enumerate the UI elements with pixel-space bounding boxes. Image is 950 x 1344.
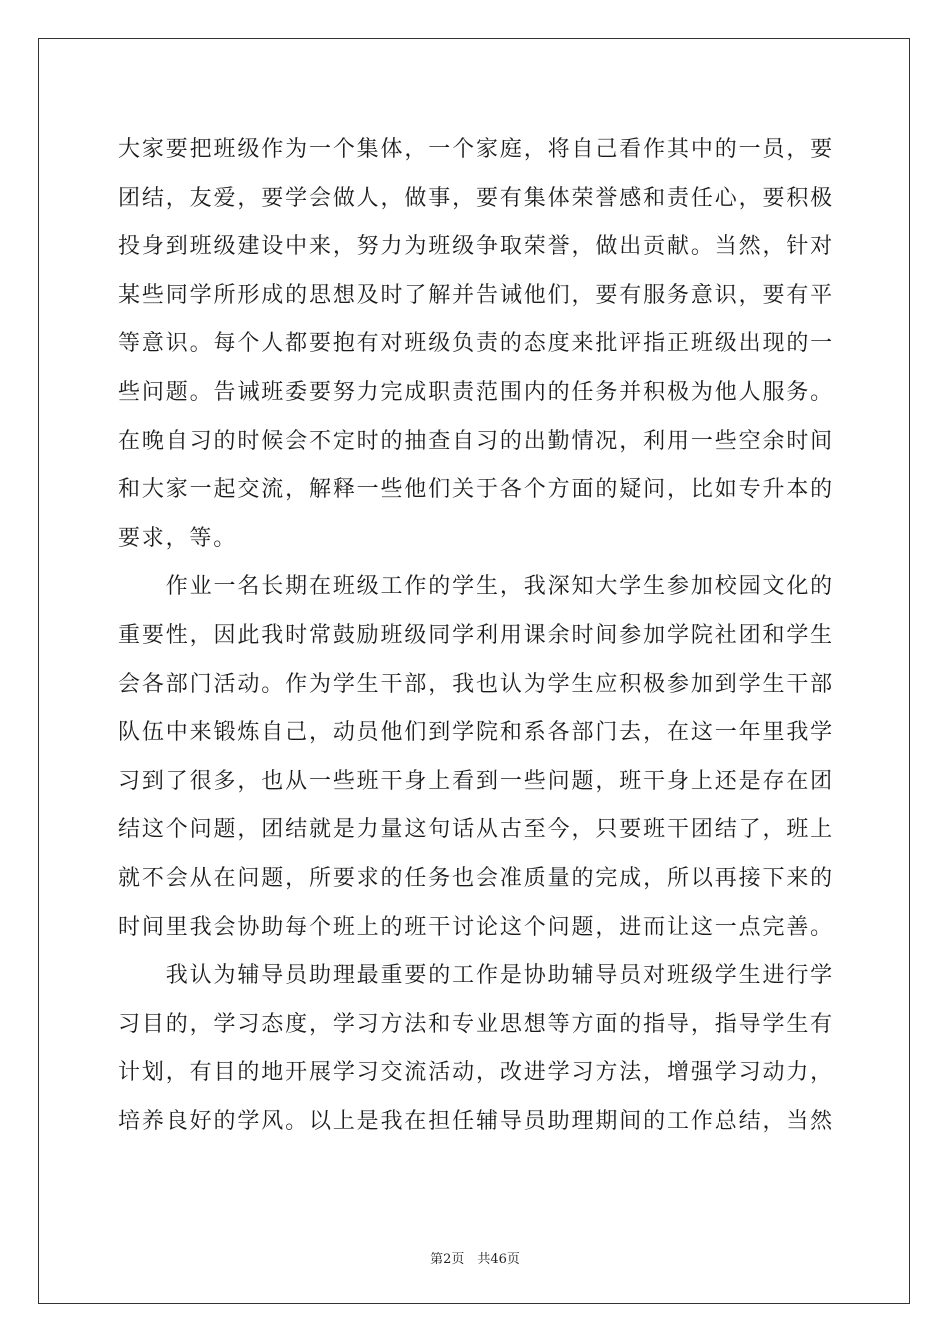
text-line: 要求，等。 (118, 525, 238, 551)
text-line: 团结，友爱，要学会做人，做事，要有集体荣誉感和责任心，要积极 (118, 185, 834, 211)
text-line: 些问题。告诫班委要努力完成职责范围内的任务并积极为他人服务。 (118, 379, 834, 405)
text-line: 就不会从在问题，所要求的任务也会准质量的完成，所以再接下来的 (118, 865, 834, 891)
text-line: 等意识。每个人都要抱有对班级负责的态度来批评指正班级出现的一 (118, 331, 834, 357)
text-line: 培养良好的学风。以上是我在担任辅导员助理期间的工作总结，当然 (118, 1108, 834, 1134)
text-line: 大家要把班级作为一个集体，一个家庭，将自己看作其中的一员，要 (118, 137, 834, 162)
text-line: 重要性，因此我时常鼓励班级同学利用课余时间参加学院社团和学生 (118, 622, 834, 648)
text-line: 和大家一起交流，解释一些他们关于各个方面的疑问，比如专升本的 (118, 477, 834, 503)
text-line: 结这个问题，团结就是力量这句话从古至今，只要班干团结了，班上 (118, 817, 834, 843)
page-number-footer: 第2页 共46页 (430, 1252, 520, 1267)
text-line: 习目的，学习态度，学习方法和专业思想等方面的指导，指导学生有 (118, 1011, 834, 1037)
text-line: 某些同学所形成的思想及时了解并告诫他们，要有服务意识，要有平 (118, 282, 834, 308)
document-body (118, 126, 834, 1146)
text-line: 在晚自习的时候会不定时的抽查自习的出勤情况，利用一些空余时间 (118, 428, 834, 454)
text-line: 队伍中来锻炼自己，动员他们到学院和系各部门去，在这一年里我学 (118, 720, 834, 746)
text-line: 时间里我会协助每个班上的班干讨论这个问题，进而让这一点完善。 (118, 914, 834, 940)
text-line: 会各部门活动。作为学生干部，我也认为学生应积极参加到学生干部 (118, 671, 834, 697)
text-line: 作业一名长期在班级工作的学生，我深知大学生参加校园文化的 (118, 574, 834, 600)
text-line: 投身到班级建设中来，努力为班级争取荣誉，做出贡献。当然，针对 (118, 234, 834, 260)
text-line: 习到了很多，也从一些班干身上看到一些问题，班干身上还是存在团 (118, 768, 834, 794)
text-line: 计划，有目的地开展学习交流活动，改进学习方法，增强学习动力， (118, 1060, 834, 1086)
text-line: 我认为辅导员助理最重要的工作是协助辅导员对班级学生进行学 (118, 963, 834, 989)
